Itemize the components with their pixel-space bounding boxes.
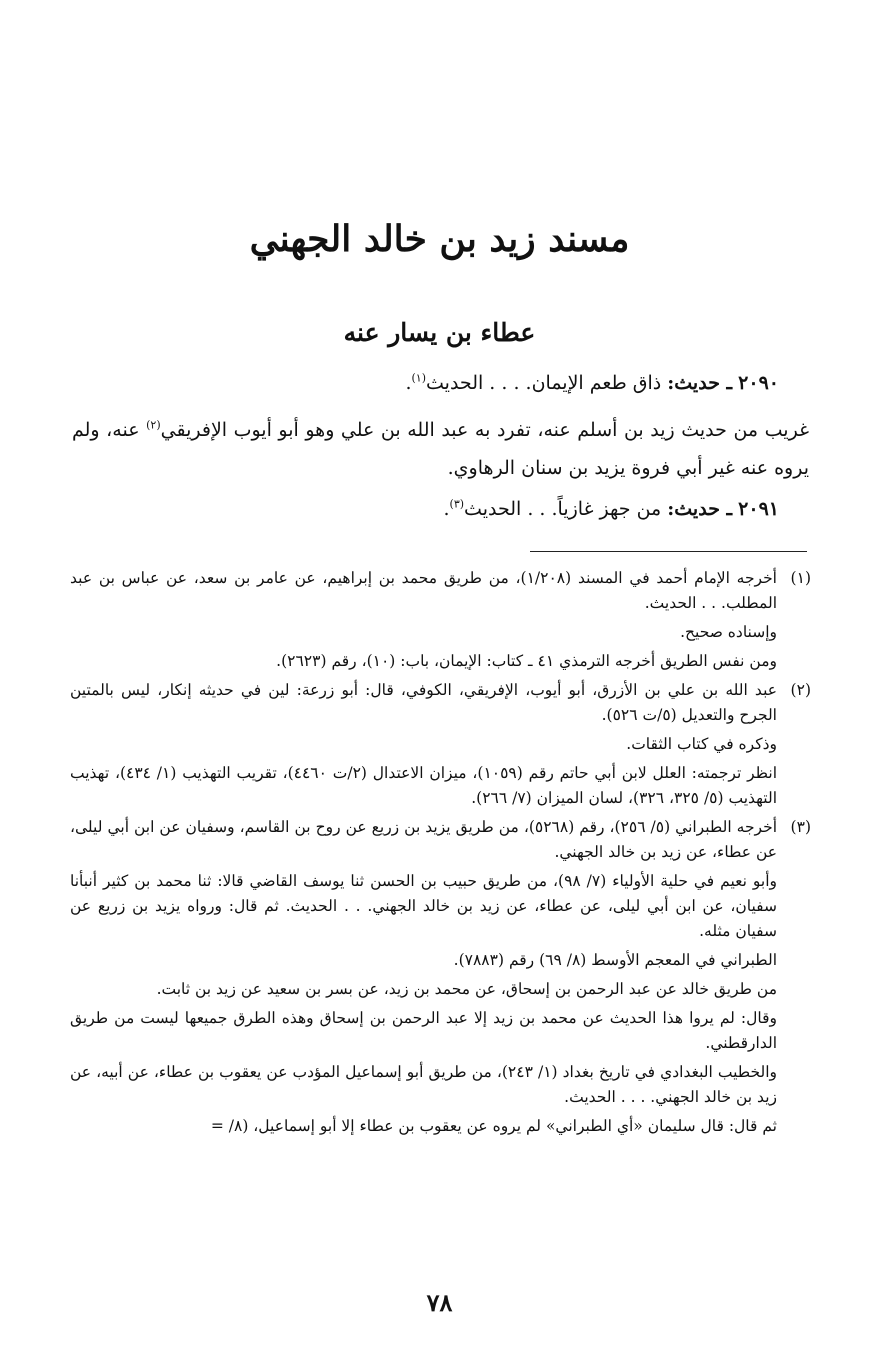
hadith-2090: ٢٠٩٠ ـ حديث: ذاق طعم الإيمان. . . . الحديث$^{(١)}$.	[405, 371, 779, 394]
footnote-mark: (٢)	[790, 681, 811, 699]
hadith-number: ٢٠٩١	[738, 498, 779, 520]
footnote-paragraph: ومن نفس الطريق أخرجه الترمذي ٤١ ـ كتاب: الإيمان، باب: (١٠)، رقم (٢٦٢٣).	[276, 652, 777, 670]
hadith-2091: ٢٠٩١ ـ حديث: من جهز غازياً. . . الحديث$^{(٣)}$.	[443, 497, 779, 520]
footnote-paragraph: أخرجه الإمام أحمد في المسند (١/٢٠٨)، من طريق محمد بن إبراهيم، عن عامر بن سعد، عن عباس بن عبد المطلب. . . الحديث.	[70, 569, 777, 612]
page-title: مسند زيد بن خالد الجهني	[249, 218, 630, 260]
hadith-text: من جهز غازياً. . . الحديث	[464, 498, 662, 520]
hadith-number: ٢٠٩٠	[738, 372, 779, 394]
footnote-paragraph: وأبو نعيم في حلية الأولياء (٧/ ٩٨)، من طريق حبيب بن الحسن ثنا يوسف القاضي قالا: ثنا محمد بن كثير أنبأنا سفيان، عن ابن أبي ليلى، عن عطاء، عن زيد بن خالد الجهني. . . الحديث. ثم قال: ورواه يزيد بن زريع عن سفيان مثله.	[70, 872, 778, 940]
section-heading: عطاء بن يسار عنه	[343, 318, 536, 347]
commentary-paragraph	[72, 411, 809, 487]
footnote-3	[70, 815, 811, 1139]
footnote-mark: (١)	[790, 569, 811, 587]
footnote-paragraph: عبد الله بن علي بن الأزرق، أبو أيوب، الإفريقي، الكوفي، قال: أبو زرعة: لين في حديثه إنكار، ليس بالمتين الجرح والتعديل (٥/ت ٥٢٦).	[70, 681, 777, 724]
footnote-paragraph: الطبراني في المعجم الأوسط (٨/ ٦٩) رقم (٧٨٨٣).	[453, 951, 777, 969]
hadith-label: ـ حديث:	[667, 372, 733, 394]
footnote-paragraph: وقال: لم يروا هذا الحديث عن محمد بن زيد إلا عبد الرحمن بن إسحاق وهذه الطرق جميعها ليست من طريق الدارقطني.	[70, 1009, 777, 1052]
footnotes	[70, 566, 811, 1143]
footnote-paragraph: وإسناده صحيح.	[680, 623, 777, 641]
footnote-paragraph: أخرجه الطبراني (٥/ ٢٥٦)، رقم (٥٢٦٨)، من طريق يزيد بن زريع عن روح بن القاسم، وسفيان عن ابن أبي ليلى، عن عطاء، عن زيد بن خالد الجهني.	[70, 818, 777, 861]
page-number: ٧٨	[426, 1288, 453, 1317]
commentary-text: غريب من حديث زيد بن أسلم عنه، تفرد به عبد الله بن علي وهو أبو أيوب الإفريقي	[160, 419, 810, 441]
footnote-ref: (٣)	[449, 497, 465, 511]
footnote-paragraph: ثم قال: قال سليمان «أي الطبراني» لم يروه عن يعقوب بن عطاء إلا أبو إسماعيل، (٨/ =	[210, 1117, 777, 1135]
hadith-text: ذاق طعم الإيمان. . . . الحديث	[426, 372, 662, 394]
footnote-mark: (٣)	[790, 818, 811, 836]
footnote-1	[70, 566, 811, 674]
hadith-label: ـ حديث:	[667, 498, 733, 520]
footnote-2	[70, 678, 811, 811]
commentary-tail: عنه، ولم يروه عنه غير أبي فروة يزيد بن سنان الرهاوي.	[72, 419, 809, 479]
footnote-divider	[530, 551, 807, 552]
footnote-paragraph: وذكره في كتاب الثقات.	[626, 735, 777, 753]
footnote-paragraph: والخطيب البغدادي في تاريخ بغداد (١/ ٢٤٣)، من طريق أبو إسماعيل المؤدب عن يعقوب بن عطاء، عن أبيه، عن زيد بن خالد الجهني. . . . الحديث.	[70, 1063, 778, 1106]
footnote-paragraph: انظر ترجمته: العلل لابن أبي حاتم رقم (١٠٥٩)، ميزان الاعتدال (٢/ت ٤٤٦٠)، تقريب التهذيب (١/ ٤٣٤)، تهذيب التهذيب (٥/ ٣٢٥، ٣٢٦)، لسان الميزان (٧/ ٢٦٦).	[70, 764, 777, 807]
footnote-ref: (١)	[411, 371, 427, 385]
footnote-paragraph: من طريق خالد عن عبد الرحمن بن إسحاق، عن محمد بن زيد، عن بسر بن سعيد عن زيد بن ثابت.	[156, 980, 777, 998]
footnote-ref: (٢)	[146, 418, 161, 432]
